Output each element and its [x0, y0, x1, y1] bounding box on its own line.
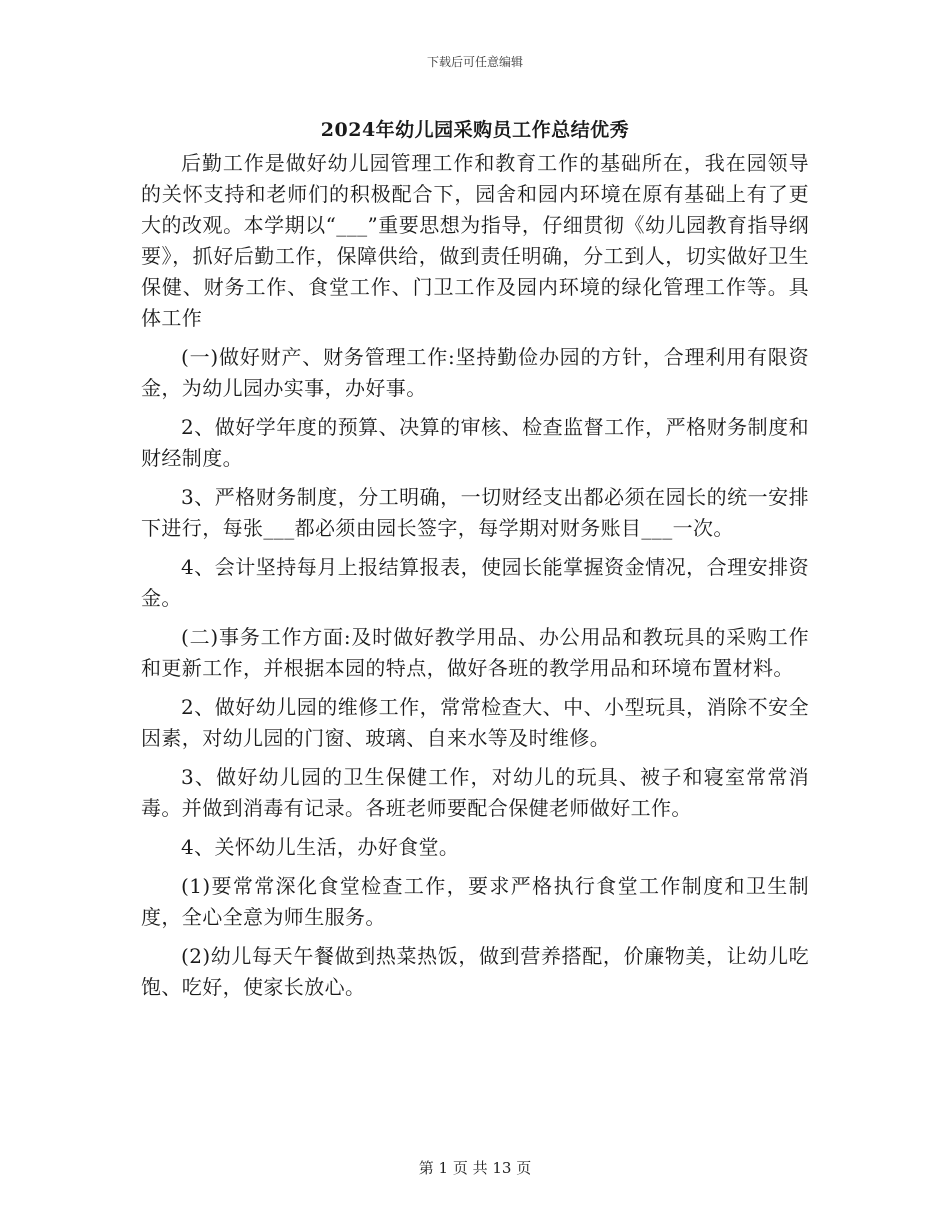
paragraph-item-2b: 2、做好幼儿园的维修工作，常常检查大、中、小型玩具，消除不安全因素，对幼儿园的门窗、玻璃、自来水等及时维修。 [141, 695, 809, 750]
paragraph-subitem-2: (2)幼儿每天午餐做到热菜热饭，做到营养搭配，价廉物美，让幼儿吃饱、吃好，使家长放心。 [141, 944, 809, 999]
paragraph-item-3: 3、严格财务制度，分工明确，一切财经支出都必须在园长的统一安排下进行，每张___都必须由园长签字，每学期对财务账目___一次。 [141, 485, 809, 540]
paragraph-section-2: (二)事务工作方面:及时做好教学用品、办公用品和教玩具的采购工作和更新工作，并根据本园的特点，做好各班的教学用品和环境布置材料。 [141, 625, 809, 680]
document-body [141, 148, 809, 1011]
paragraph-section-1: (一)做好财产、财务管理工作:坚持勤俭办园的方针，合理利用有限资金，为幼儿园办实事，办好事。 [141, 345, 809, 400]
page-number: 第 1 页 共 13 页 [418, 1159, 532, 1177]
paragraph-subitem-1: (1)要常常深化食堂检查工作，要求严格执行食堂工作制度和卫生制度，全心全意为师生服务。 [141, 874, 809, 929]
paragraph-item-4: 4、会计坚持每月上报结算报表，使园长能掌握资金情况，合理安排资金。 [141, 555, 809, 610]
paragraph-item-2: 2、做好学年度的预算、决算的审核、检查监督工作，严格财务制度和财经制度。 [141, 415, 809, 470]
paragraph-intro: 后勤工作是做好幼儿园管理工作和教育工作的基础所在，我在园领导的关怀支持和老师们的积极配合下，园舍和园内环境在原有基础上有了更大的改观。本学期以“___”重要思想为指导，仔细贯彻《幼儿园教育指导纲要》，抓好后勤工作，保障供给，做到责任明确，分工到人，切实做好卫生保健、财务工作、食堂工作、门卫工作及园内环境的绿化管理工作等。具体工作 [141, 151, 809, 330]
paragraph-item-3b: 3、做好幼儿园的卫生保健工作，对幼儿的玩具、被子和寝室常常消毒。并做到消毒有记录。各班老师要配合保健老师做好工作。 [141, 765, 809, 820]
header-note: 下载后可任意编辑 [426, 55, 523, 69]
paragraph-item-4b: 4、关怀幼儿生活，办好食堂。 [181, 835, 460, 859]
document-title: 2024年幼儿园采购员工作总结优秀 [320, 119, 630, 141]
